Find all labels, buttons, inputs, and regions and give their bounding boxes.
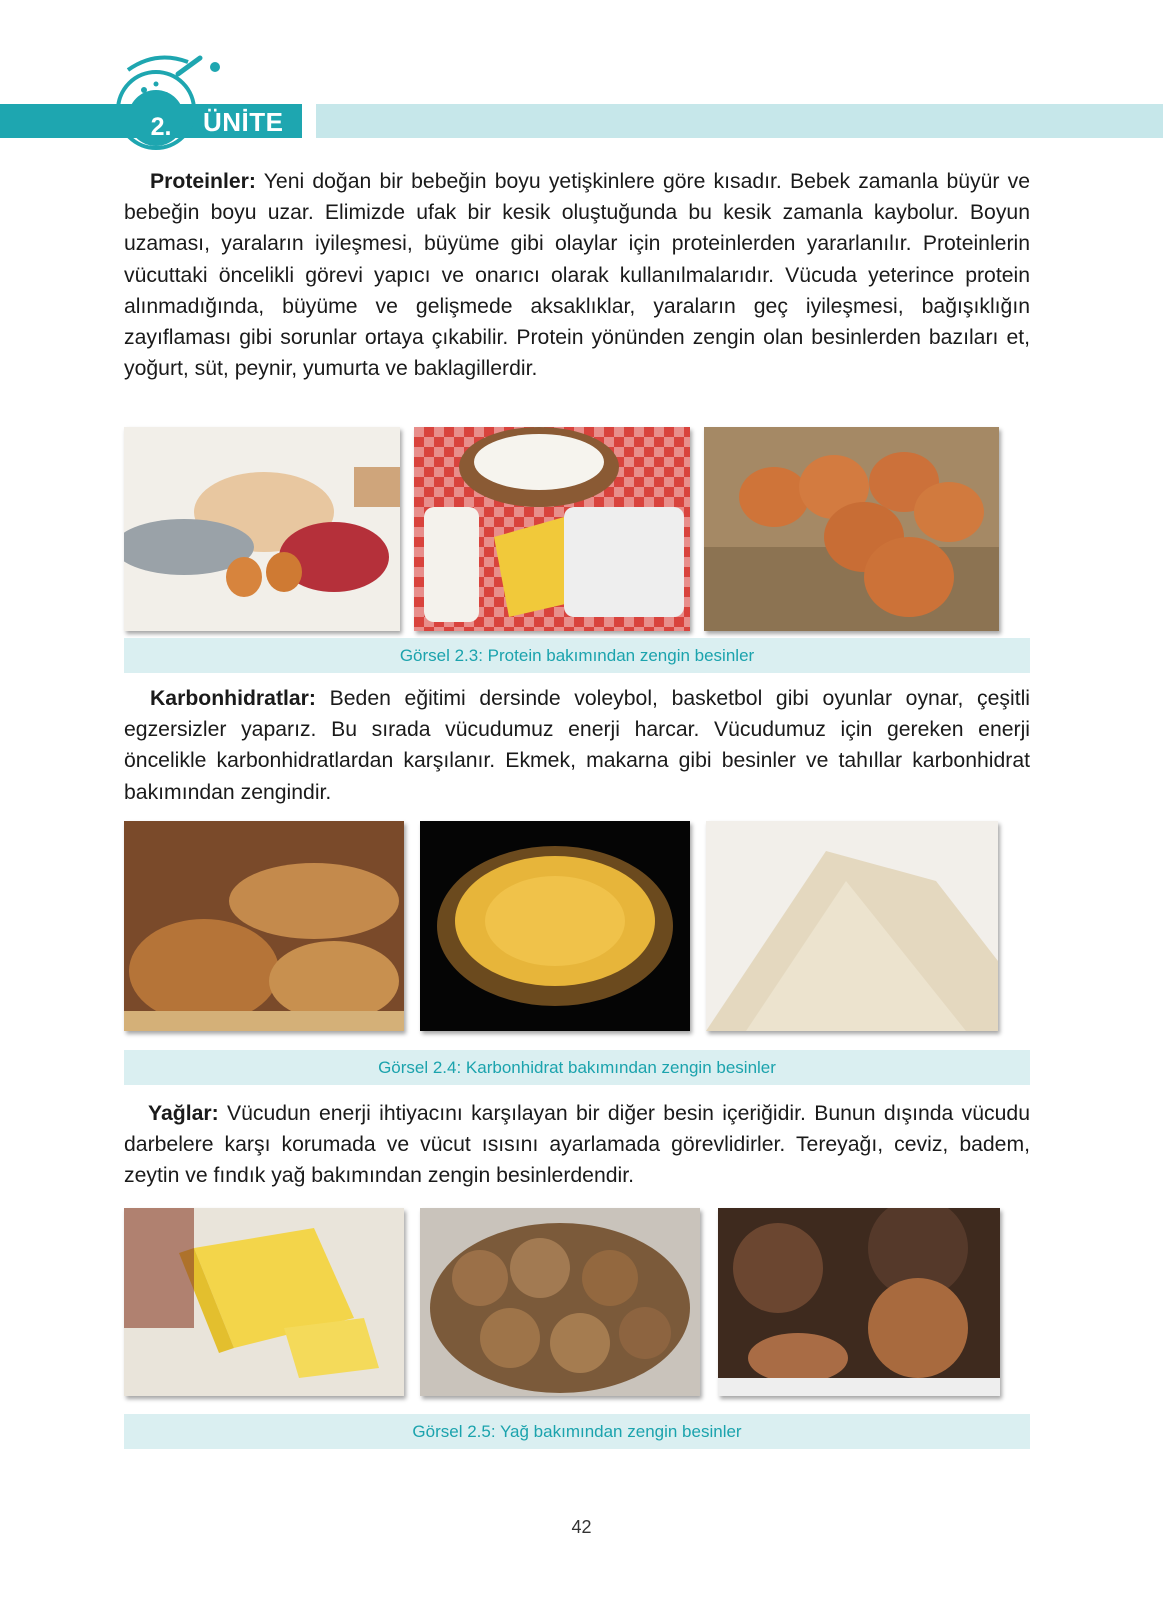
unit-number: 2.	[150, 113, 172, 141]
unit-label: ÜNİTE	[203, 107, 284, 137]
page-number: 42	[571, 1517, 592, 1537]
eggs-photo	[704, 427, 999, 631]
rice-photo	[706, 821, 998, 1031]
carb-photos	[124, 821, 1030, 1031]
pasta-photo	[420, 821, 690, 1031]
flask-icon	[108, 50, 238, 160]
proteins-paragraph	[124, 166, 1030, 384]
butter-photo	[124, 1208, 404, 1396]
fat-caption: Görsel 2.5: Yağ bakımından zengin besinler	[124, 1414, 1030, 1449]
fat-photos	[124, 1208, 1030, 1396]
bread-photo	[124, 821, 404, 1031]
meat-fish-photo	[124, 427, 400, 631]
fats-title: Yağlar:	[148, 1102, 219, 1125]
proteins-text: Yeni doğan bir bebeğin boyu yetişkinlere göre kısadır. Bebek zamanla büyür ve bebeğin boyu uzar. Elimizde ufak bir kesik oluştuğunda bu kesik zamanla kaybolur. Boyun uzaması, yaraların iyileşmesi, büyüme gibi olaylar için proteinlerden yararlanılır. Proteinlerin vücuttaki öncelikli görevi yapıcı ve onarıcı olarak kullanılmalarıdır. Vücuda yeterince protein alınmadığında, büyüme ve gelişmede aksaklıklar, yaraların geç iyileşmesi, bağışıklığın zayıflaması gibi sorunlar ortaya çıkabilir. Protein yönünden zengin olan besinlerden bazıları et, yoğurt, süt, peynir, yumurta ve baklagillerdir.	[124, 170, 1030, 381]
carbs-paragraph	[124, 683, 1030, 808]
carbs-text: Beden eğitimi dersinde voleybol, basketbol gibi oyunlar oynar, çeşitli egzersizler yaparız. Bu sırada vücudumuz enerji harcar. Vücudumuz için gereken enerji öncelikle karbonhidratlardan karşılanır. Ekmek, makarna gibi besinler ve tahıllar karbonhidrat bakımından zengindir.	[124, 687, 1030, 804]
carb-caption: Görsel 2.4: Karbonhidrat bakımından zengin besinler	[124, 1050, 1030, 1085]
fats-paragraph	[124, 1098, 1030, 1192]
hazelnut-photo	[718, 1208, 1000, 1396]
unit-banner-right	[316, 104, 1163, 138]
dairy-photo	[414, 427, 690, 631]
protein-photos	[124, 427, 1030, 631]
walnut-photo	[420, 1208, 700, 1396]
fats-text: Vücudun enerji ihtiyacını karşılayan bir diğer besin içeriğidir. Bunun dışında vücudu darbelere karşı korumada ve vücut ısısını ayarlamada görevlidirler. Tereyağı, ceviz, badem, zeytin ve fındık yağ bakımından zengin besinlerdendir.	[124, 1102, 1030, 1188]
carbs-title: Karbonhidratlar:	[150, 687, 316, 710]
proteins-title: Proteinler:	[150, 170, 256, 193]
protein-caption: Görsel 2.3: Protein bakımından zengin besinler	[124, 638, 1030, 673]
